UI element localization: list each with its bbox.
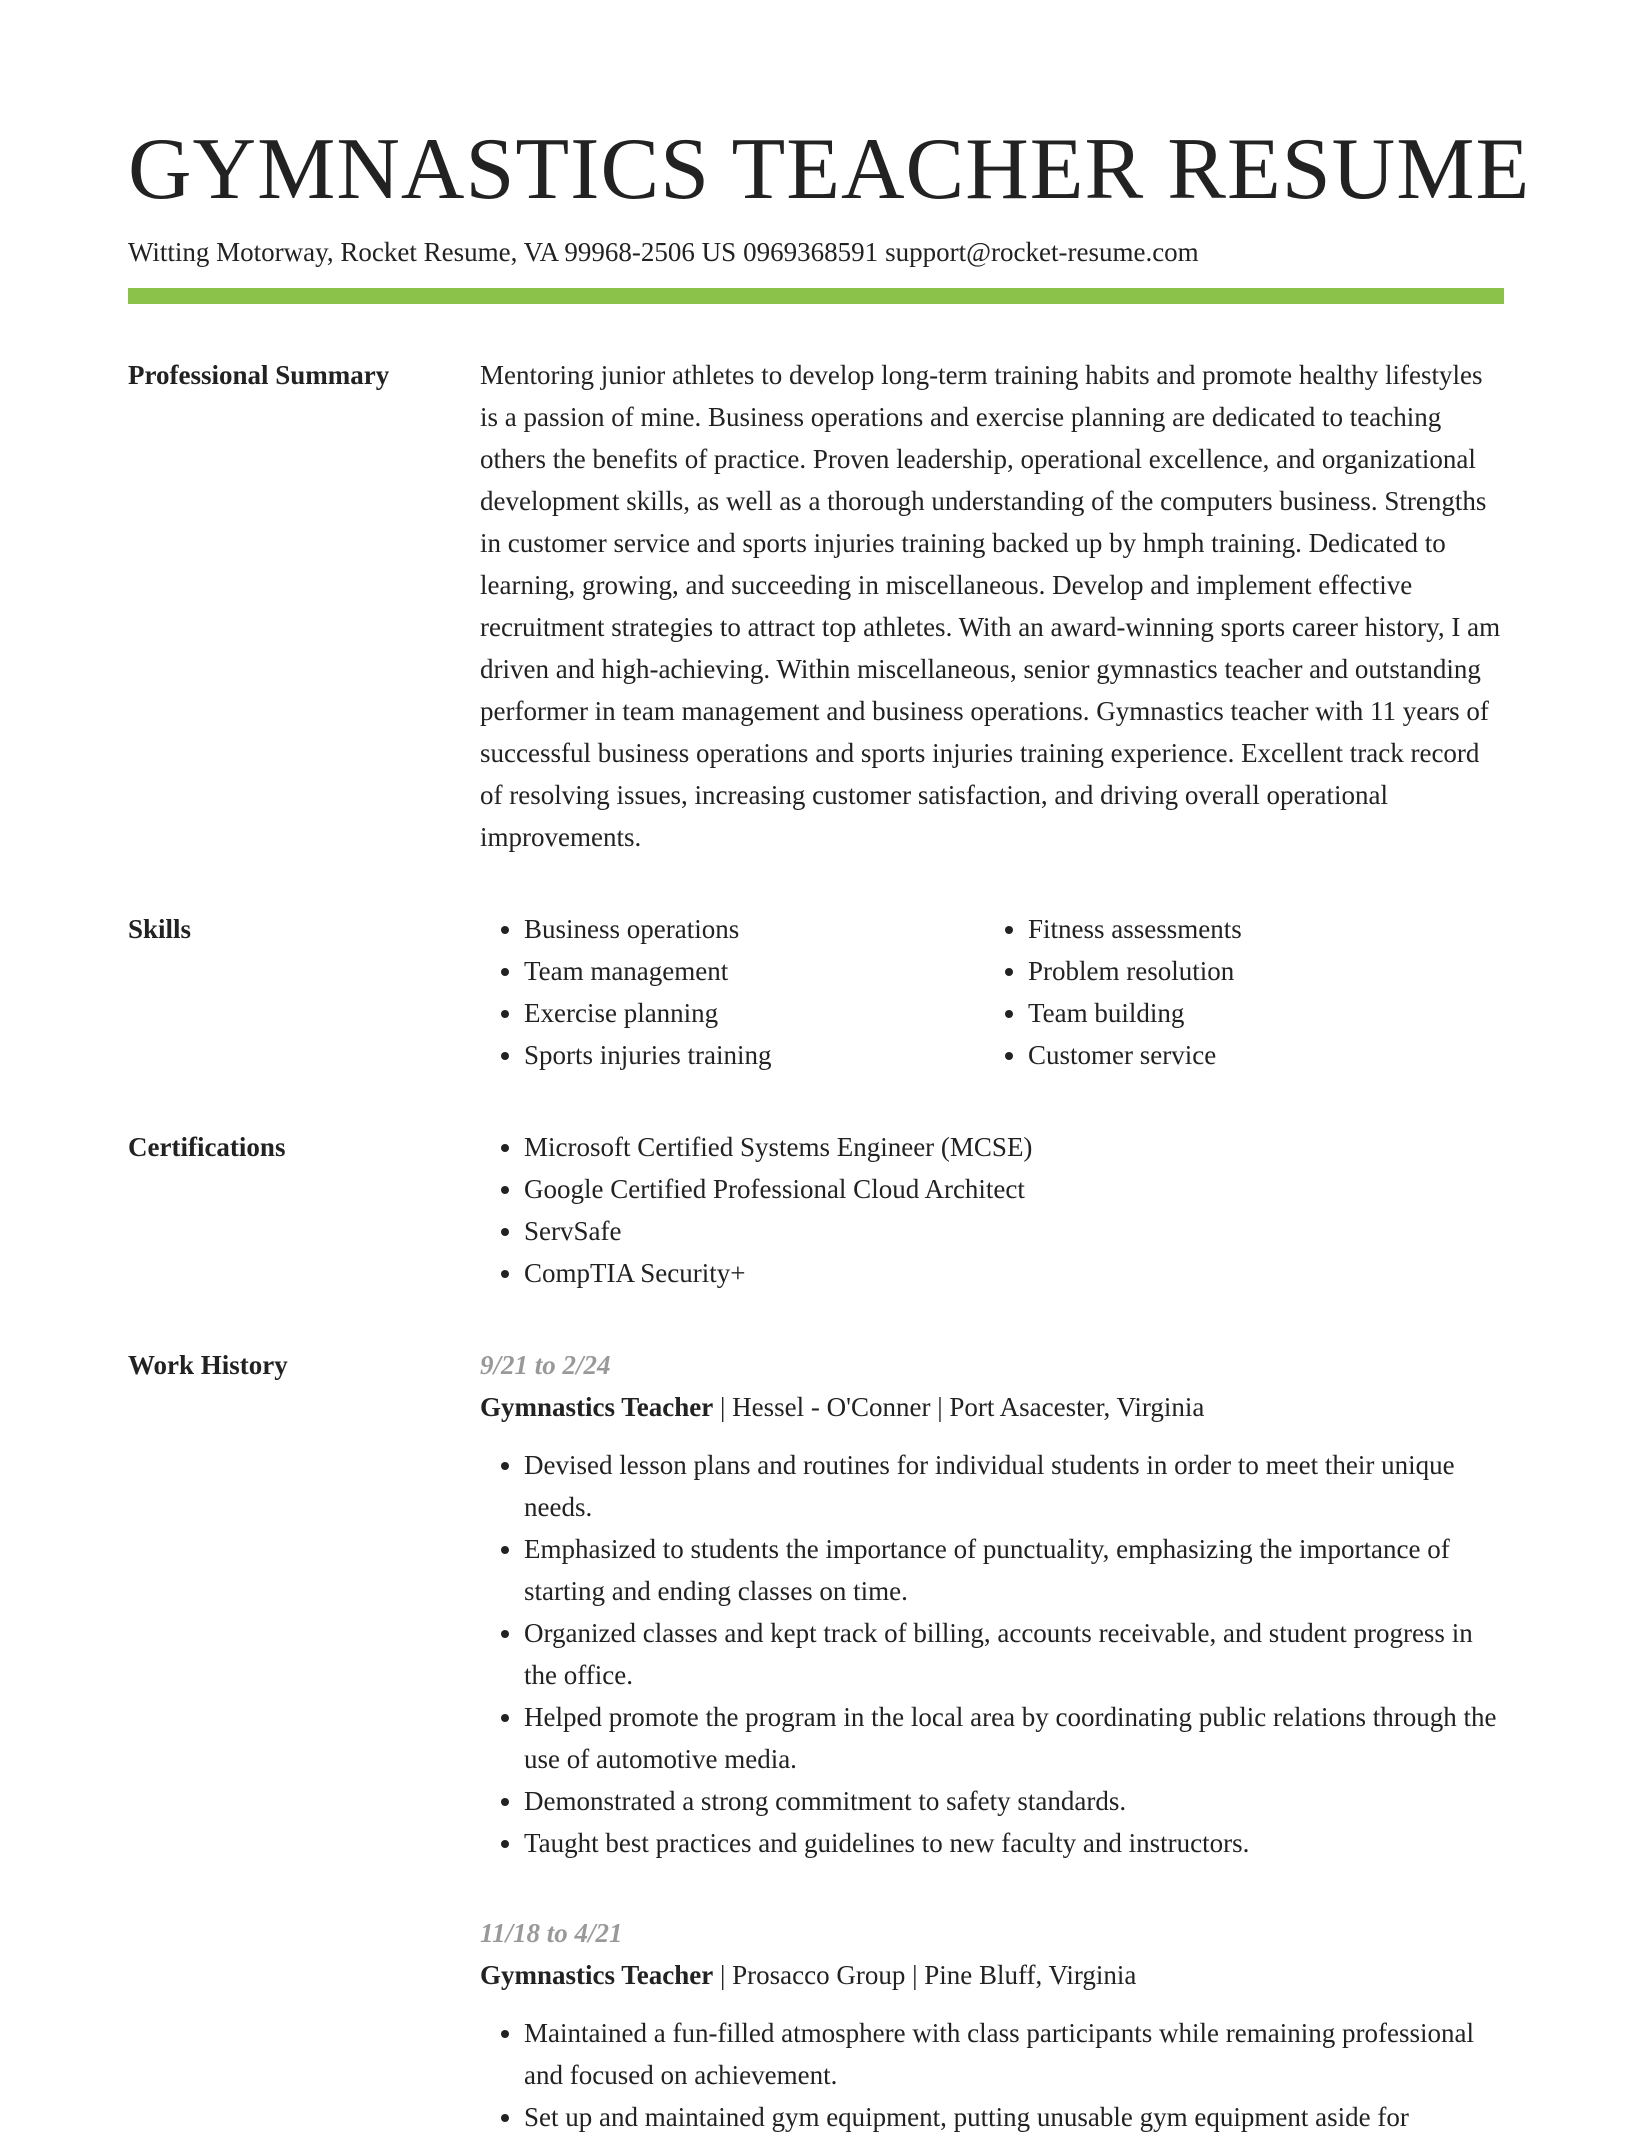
section-professional-summary — [128, 354, 1504, 858]
job-details: | Prosacco Group | Pine Bluff, Virginia — [713, 1960, 1137, 1990]
job-bullet: • Emphasized to students the importance of punctuality, emphasizing the importance of starting and ending classes on time. — [524, 1528, 1504, 1612]
job-bullet: • Devised lesson plans and routines for individual students in order to meet their unique needs. — [524, 1444, 1504, 1528]
section-skills — [128, 908, 1504, 1076]
section-label: Certifications — [128, 1132, 286, 1162]
certification-item: • Google Certified Professional Cloud Architect — [524, 1168, 1504, 1210]
contact-line — [128, 234, 1504, 270]
section-label: Skills — [128, 914, 192, 944]
job-bullet: • Helped promote the program in the local area by coordinating public relations through the use of automotive media. — [524, 1696, 1504, 1780]
summary-text: Mentoring junior athletes to develop long-term training habits and promote healthy lifestyles is a passion of mine. Business operations and exercise planning are dedicated to teaching others the benefits of practice. Proven leadership, operational excellence, and organizational development skills, as well as a thorough understanding of the computers business. Strengths in customer service and sports injuries training backed up by hmph training. Dedicated to learning, growing, and succeeding in miscellaneous. Develop and implement effective recruitment strategies to attract top athletes. With an award-winning sports career history, I am driven and high-achieving. Within miscellaneous, senior gymnastics teacher and outstanding performer in team management and business operations. Gymnastics teacher with 11 years of successful business operations and sports injuries training experience. Excellent track record of resolving issues, increasing customer satisfaction, and driving overall operational improvements. — [480, 360, 1501, 852]
certification-item: • Microsoft Certified Systems Engineer (MCSE) — [524, 1126, 1504, 1168]
job-bullet: • Taught best practices and guidelines to new faculty and instructors. — [524, 1822, 1504, 1864]
job-bullets — [480, 2012, 1504, 2138]
job-bullet: • Demonstrated a strong commitment to safety standards. — [524, 1780, 1504, 1822]
section-label: Professional Summary — [128, 360, 390, 390]
certification-item: • CompTIA Security+ — [524, 1252, 1504, 1294]
job-entry — [480, 1344, 1504, 1864]
job-title: Gymnastics Teacher — [480, 1960, 714, 1990]
skill-item: • Fitness assessments — [1028, 908, 1488, 950]
section-body — [480, 354, 1504, 858]
skill-item: • Business operations — [524, 908, 984, 950]
job-entry — [480, 1912, 1504, 2138]
contact-address: Witting Motorway, Rocket Resume, VA 99968-2506 US — [128, 237, 737, 267]
skill-item: • Team management — [524, 950, 984, 992]
job-heading — [480, 1954, 1504, 1996]
job-bullet: • Set up and maintained gym equipment, putting unusable gym equipment aside for — [524, 2096, 1504, 2138]
skill-item: • Team building — [1028, 992, 1488, 1034]
job-heading — [480, 1386, 1504, 1428]
section-label: Work History — [128, 1350, 288, 1380]
job-dates: 9/21 to 2/24 — [480, 1350, 611, 1380]
certifications-list — [480, 1126, 1504, 1294]
skill-item: • Problem resolution — [1028, 950, 1488, 992]
job-bullets — [480, 1444, 1504, 1864]
section-work-history — [128, 1344, 1504, 2138]
section-body — [480, 1126, 1504, 1294]
skills-list-left — [480, 908, 984, 1076]
skills-list-right — [984, 908, 1488, 1076]
resume-title: GYMNASTICS TEACHER RESUME — [128, 121, 1531, 218]
job-bullet: • Organized classes and kept track of billing, accounts receivable, and student progress in the office. — [524, 1612, 1504, 1696]
section-certifications — [128, 1126, 1504, 1294]
skill-item: • Sports injuries training — [524, 1034, 984, 1076]
certification-item: • ServSafe — [524, 1210, 1504, 1252]
job-title: Gymnastics Teacher — [480, 1392, 714, 1422]
job-details: | Hessel - O'Conner | Port Asacester, Virginia — [713, 1392, 1205, 1422]
section-body — [480, 1344, 1504, 2138]
contact-phone: 0969368591 — [743, 237, 879, 267]
skill-item: • Exercise planning — [524, 992, 984, 1034]
header-divider — [128, 288, 1504, 304]
job-bullet: • Maintained a fun-filled atmosphere with class participants while remaining professional and focused on achievement. — [524, 2012, 1504, 2096]
job-dates: 11/18 to 4/21 — [480, 1918, 623, 1948]
resume-page — [128, 0, 1531, 2138]
skill-item: • Customer service — [1028, 1034, 1488, 1076]
skills-columns — [480, 908, 1504, 1076]
contact-email: support@rocket-resume.com — [885, 237, 1199, 267]
